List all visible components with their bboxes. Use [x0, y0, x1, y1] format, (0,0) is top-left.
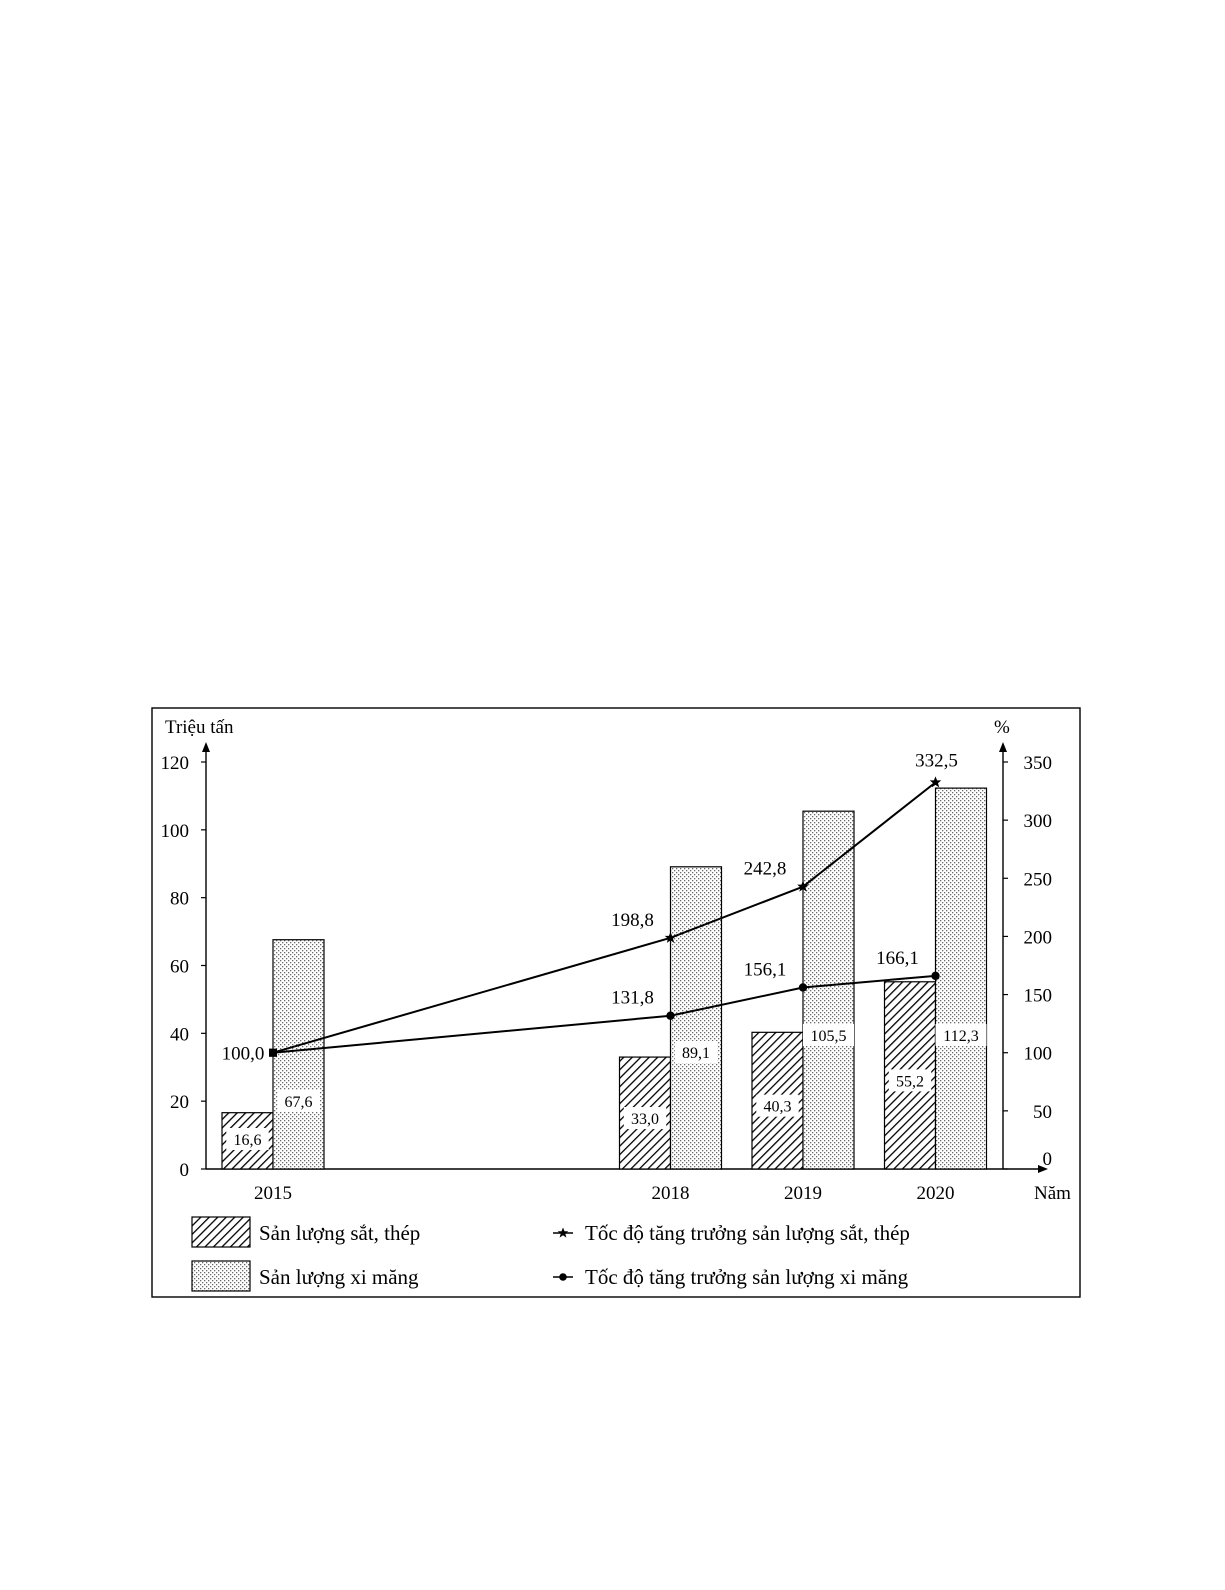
cement-growth-label: 156,1 — [743, 959, 787, 981]
steel-bar-label: 33,0 — [631, 1111, 659, 1129]
y-right-tick-label: 100 — [1023, 1043, 1052, 1065]
cement-bar-label: 105,5 — [810, 1028, 847, 1045]
steel-bar-label: 40,3 — [763, 1098, 792, 1116]
x-tick-label: 2020 — [916, 1183, 955, 1204]
bar-cement — [803, 811, 854, 1169]
y-right-tick-label: 50 — [1033, 1101, 1052, 1123]
y-left-tick-label: 20 — [170, 1092, 189, 1114]
legend-circle-marker — [559, 1273, 567, 1281]
y-right-tick-label: 300 — [1023, 811, 1052, 833]
y-right-tick-label: 250 — [1023, 869, 1052, 891]
cement-bar-label: 89,1 — [682, 1045, 710, 1062]
y-right-tick-label: 200 — [1023, 927, 1052, 949]
steel-growth-label: 332,5 — [915, 750, 958, 772]
cement-bar-label: 67,6 — [284, 1094, 313, 1111]
y-left-tick-label: 60 — [170, 956, 189, 978]
y-axis-left-arrow — [202, 742, 210, 752]
line-start-label: 100,0 — [221, 1043, 265, 1065]
cement-bar-label: 112,3 — [943, 1028, 979, 1045]
bar-cement — [936, 788, 987, 1169]
cement-growth-label: 131,8 — [611, 987, 654, 1009]
marker-cement-growth — [931, 972, 939, 980]
y-left-tick-label: 120 — [160, 753, 189, 774]
steel-growth-label: 242,8 — [743, 858, 787, 880]
data-labels — [222, 750, 987, 1150]
y-left-tick-label: 100 — [160, 820, 189, 842]
legend — [192, 1217, 910, 1291]
legend-label-steel-growth: Tốc độ tăng trưởng sản lượng sắt, thép — [585, 1221, 910, 1245]
bars — [222, 788, 987, 1169]
y-axis-right-label: % — [994, 717, 1010, 738]
legend-label-steel: Sản lượng sắt, thép — [259, 1221, 421, 1245]
x-tick-label: 2019 — [784, 1183, 822, 1204]
legend-swatch-steel — [192, 1217, 250, 1247]
legend-swatch-cement — [192, 1261, 250, 1291]
marker-cement-growth — [799, 983, 807, 991]
y-axis-right-arrow — [999, 742, 1007, 752]
y-left-tick-label: 0 — [179, 1160, 189, 1181]
y-left-tick-label: 80 — [170, 888, 189, 910]
y-axis-left-label: Triệu tấn — [165, 717, 234, 738]
legend-label-cement-growth: Tốc độ tăng trưởng sản lượng xi măng — [585, 1265, 909, 1289]
marker-cement-growth — [666, 1012, 674, 1020]
steel-bar-label: 55,2 — [896, 1073, 924, 1091]
y-right-tick-label: 0 — [1042, 1149, 1052, 1170]
y-right-tick-label: 150 — [1023, 985, 1052, 1007]
bar-cement — [671, 867, 722, 1169]
x-tick-label: 2018 — [651, 1183, 690, 1204]
marker-start — [269, 1049, 277, 1057]
bar-cement — [273, 940, 324, 1169]
x-tick-label: 2015 — [254, 1183, 292, 1204]
legend-label-cement: Sản lượng xi măng — [259, 1265, 419, 1289]
x-axis-label: Năm — [1034, 1183, 1071, 1204]
steel-growth-label: 198,8 — [611, 909, 654, 931]
steel-bar-label: 16,6 — [233, 1132, 262, 1149]
y-left-tick-label: 40 — [170, 1024, 189, 1046]
y-right-tick-label: 350 — [1023, 753, 1052, 774]
cement-growth-label: 166,1 — [876, 947, 919, 969]
